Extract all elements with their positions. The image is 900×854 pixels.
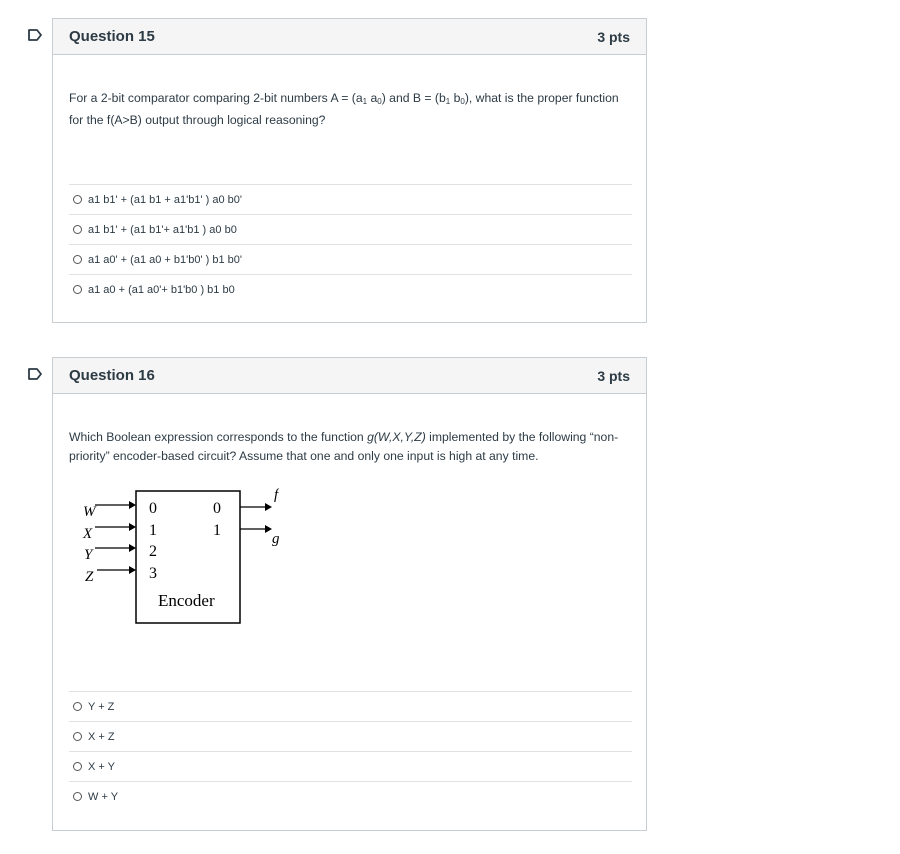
question-points: 3 pts [597,28,630,45]
answer-option[interactable] [69,751,632,781]
question-points: 3 pts [597,367,630,384]
output-index-1: 1 [213,522,221,539]
question-text: For a 2-bit comparator comparing 2-bit numbers $A = (a_1$ $a_0$) and $B = (b_1$ $b_0$), what is the proper function for the f(A>B) output through logical reasoning? [69,91,619,127]
answer-option[interactable] [69,214,632,244]
output-index-0: 0 [213,500,221,517]
input-index-0: 0 [149,500,157,517]
radio-icon[interactable] [73,732,82,741]
input-label-z: Z [85,569,94,585]
answer-option[interactable] [69,781,632,811]
answer-label: W + Y [88,790,119,803]
answer-list [69,691,632,811]
radio-icon[interactable] [73,792,82,801]
question-title: Question 15 [69,28,155,45]
question-header [53,358,646,394]
question-15 [52,18,647,323]
output-label-g: g [272,531,279,547]
input-index-2: 2 [149,543,157,560]
flag-icon[interactable] [28,368,42,380]
answer-option[interactable] [69,184,632,214]
answer-label: a1 b1' + (a1 b1 + a1'b1' ) a0 b0' [88,193,242,206]
answer-label: X + Z [88,730,115,743]
radio-icon[interactable] [73,225,82,234]
radio-icon[interactable] [73,285,82,294]
radio-icon[interactable] [73,255,82,264]
input-index-1: 1 [149,522,157,539]
question-text: Which Boolean expression corresponds to the function g(W,X,Y,Z) implemented by the following “non-priority” encoder-based circuit? Assume that one and only one input is high at any time. [69,430,619,463]
question-header [53,19,646,55]
radio-icon[interactable] [73,195,82,204]
encoder-circuit-diagram [79,484,279,634]
answer-label: Y + Z [88,700,115,713]
input-label-x: X [83,526,93,542]
answer-option[interactable] [69,244,632,274]
answer-list [69,184,632,304]
radio-icon[interactable] [73,702,82,711]
answer-label: a1 b1' + (a1 b1'+ a1'b1 ) a0 b0 [88,223,237,236]
answer-option[interactable] [69,274,632,304]
encoder-label: Encoder [158,591,215,610]
input-label-w: W [83,504,96,520]
answer-label: a1 a0 + (a1 a0'+ b1'b0 ) b1 b0 [88,283,235,296]
output-label-f: f [274,487,279,503]
answer-label: a1 a0' + (a1 a0 + b1'b0' ) b1 b0' [88,253,242,266]
input-index-3: 3 [149,565,157,582]
input-label-y: Y [84,547,93,563]
answer-label: X + Y [88,760,116,773]
flag-icon[interactable] [28,29,42,41]
radio-icon[interactable] [73,762,82,771]
question-title: Question 16 [69,367,155,384]
question-16 [52,357,647,831]
answer-option[interactable] [69,691,632,721]
answer-option[interactable] [69,721,632,751]
